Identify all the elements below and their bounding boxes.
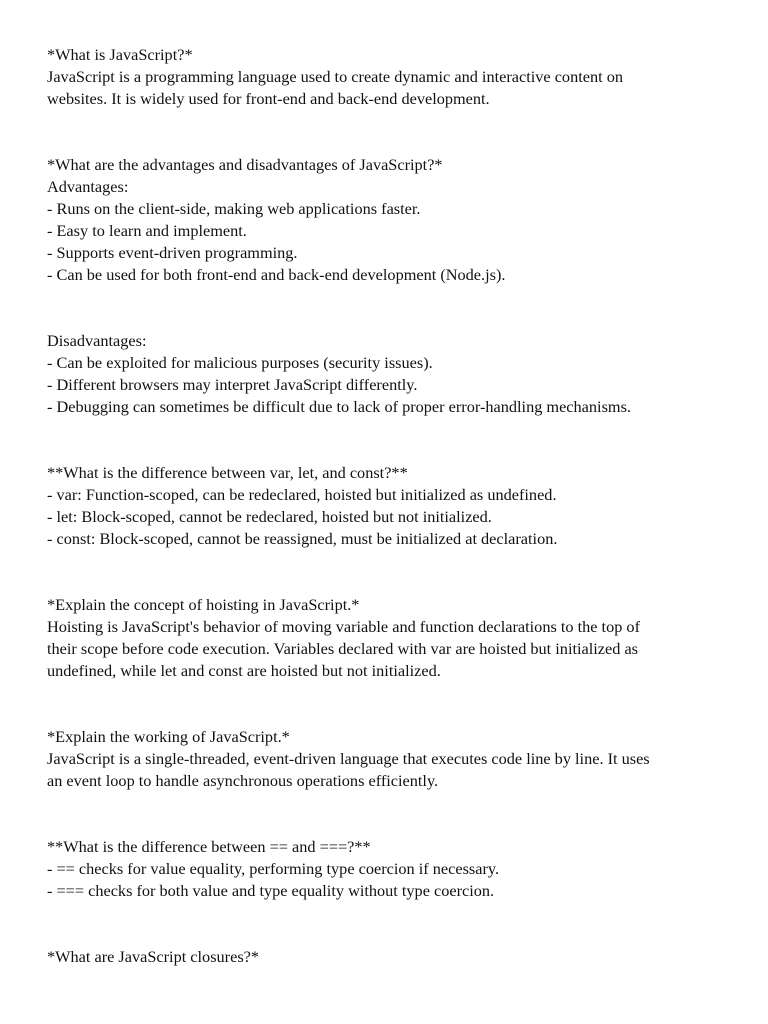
list-item: - const: Block-scoped, cannot be reassigned, must be initialized at declaration. (47, 529, 558, 548)
subheading: Disadvantages: (47, 331, 147, 350)
list-item: - Debugging can sometimes be difficult due to lack of proper error-handling mechanisms. (47, 397, 631, 416)
answer-line: websites. It is widely used for front-end and back-end development. (47, 89, 490, 108)
section-var-let-const (47, 462, 727, 550)
list-item: - Easy to learn and implement. (47, 221, 247, 240)
question-heading: *What are the advantages and disadvantages of JavaScript?* (47, 155, 443, 174)
answer-line: their scope before code execution. Variables declared with var are hoisted but initialized as (47, 639, 639, 658)
section-working-of-javascript (47, 726, 727, 792)
section-advantages (47, 154, 727, 286)
question-heading: *What are JavaScript closures?* (47, 947, 260, 966)
section-what-is-javascript (47, 44, 727, 110)
section-hoisting (47, 594, 727, 682)
answer-line: undefined, while let and const are hoisted but not initialized. (47, 661, 441, 680)
list-item: - let: Block-scoped, cannot be redeclared, hoisted but not initialized. (47, 507, 492, 526)
section-closures (47, 946, 727, 968)
answer-line: JavaScript is a programming language used to create dynamic and interactive content on (47, 67, 623, 86)
answer-line: JavaScript is a single-threaded, event-driven language that executes code line by line. It uses (47, 749, 650, 768)
list-item: - Different browsers may interpret JavaScript differently. (47, 375, 418, 394)
list-item: - Supports event-driven programming. (47, 243, 298, 262)
list-item: - == checks for value equality, performing type coercion if necessary. (47, 859, 500, 878)
subheading: Advantages: (47, 177, 129, 196)
document-page (47, 44, 727, 968)
section-disadvantages (47, 330, 727, 418)
question-heading: **What is the difference between == and ===?** (47, 837, 371, 856)
answer-line: an event loop to handle asynchronous operations efficiently. (47, 771, 439, 790)
question-heading: *Explain the working of JavaScript.* (47, 727, 290, 746)
answer-line: Hoisting is JavaScript's behavior of moving variable and function declarations to the top of (47, 617, 640, 636)
section-equality-operators (47, 836, 727, 902)
question-heading: *Explain the concept of hoisting in JavaScript.* (47, 595, 360, 614)
list-item: - Can be used for both front-end and back-end development (Node.js). (47, 265, 506, 284)
list-item: - === checks for both value and type equality without type coercion. (47, 881, 495, 900)
list-item: - Runs on the client-side, making web applications faster. (47, 199, 421, 218)
list-item: - Can be exploited for malicious purposes (security issues). (47, 353, 433, 372)
question-heading: *What is JavaScript?* (47, 45, 193, 64)
list-item: - var: Function-scoped, can be redeclared, hoisted but initialized as undefined. (47, 485, 557, 504)
question-heading: **What is the difference between var, let, and const?** (47, 463, 408, 482)
